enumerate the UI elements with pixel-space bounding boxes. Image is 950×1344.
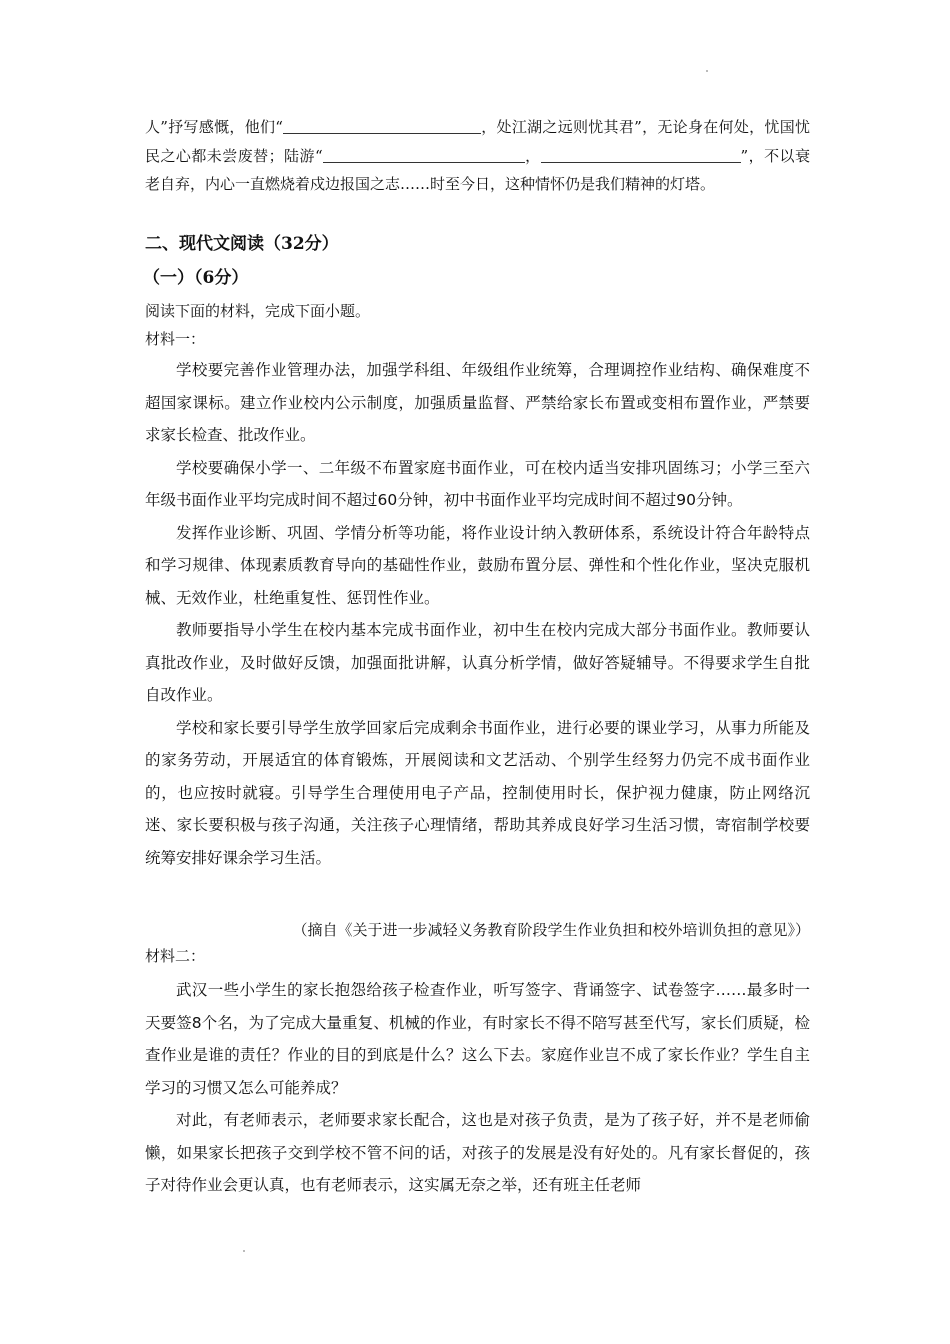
material-2-body <box>145 974 810 1202</box>
subsection-heading: （一）（6分） <box>143 268 249 288</box>
intro-paragraph <box>145 113 810 199</box>
intro-text-1: 人”抒写感慨，他们“ <box>145 118 283 136</box>
material-2-paragraph: 对此，有老师表示，老师要求家长配合，这也是对孩子负责，是为了孩子好，并不是老师偷懒，如果家长把孩子交到学校不管不问的话，对孩子的发展是没有好处的。凡有家长督促的，孩子对待作业会更认真，也有老师表示，这实属无奈之举，还有班主任老师 <box>145 1111 810 1194</box>
material-1-body <box>145 354 810 874</box>
intro-text-4: ”，不以衰老自弃，内心一直燃烧着戍边报国之志……时至今日，这种情怀仍是我们精神的灯塔。 <box>145 146 810 193</box>
intro-text-3: ， <box>524 146 541 165</box>
intro-text-2: ，处江湖之远则忧其君”，无论身在何处，忧国忧民之心都未尝废替；陆游“ <box>145 118 810 165</box>
instruction-text: 阅读下面的材料，完成下面小题。 <box>145 302 371 320</box>
section-heading: 二、现代文阅读（32分） <box>145 234 339 254</box>
material-2-label: 材料二： <box>145 947 206 965</box>
fill-in-blank-3-cont[interactable] <box>701 147 741 163</box>
material-1-paragraph: 学校要完善作业管理办法，加强学科组、年级组作业统筹，合理调控作业结构、确保难度不超国家课标。建立作业校内公示制度，加强质量监督、严禁给家长布置或变相布置作业，严禁要求家长检查、批改作业。 <box>145 361 810 444</box>
source-citation: （摘自《关于进一步减轻义务教育阶段学生作业负担和校外培训负担的意见》） <box>292 921 810 939</box>
material-1-paragraph: 教师要指导小学生在校内基本完成书面作业，初中生在校内完成大部分书面作业。教师要认真批改作业，及时做好反馈，加强面批讲解，认真分析学情，做好答疑辅导。不得要求学生自批自改作业。 <box>145 621 810 704</box>
scan-speck <box>243 1250 245 1252</box>
scan-speck <box>706 70 708 72</box>
fill-in-blank-2[interactable] <box>323 147 525 163</box>
material-1-paragraph: 学校和家长要引导学生放学回家后完成剩余书面作业，进行必要的课业学习，从事力所能及的家务劳动，开展适宜的体育锻炼，开展阅读和文艺活动、个别学生经努力仍完不成书面作业的，也应按时就寝。引导学生合理使用电子产品，控制使用时长，保护视力健康，防止网络沉迷、家长要积极与孩子沟通，关注孩子心理情绪，帮助其养成良好学习生活习惯，寄宿制学校要统筹安排好课余学习生活。 <box>145 718 810 867</box>
fill-in-blank-1[interactable] <box>283 118 481 134</box>
fill-in-blank-3[interactable] <box>541 147 701 163</box>
material-1-paragraph: 学校要确保小学一、二年级不布置家庭书面作业，可在校内适当安排巩固练习；小学三至六年级书面作业平均完成时间不超过60分钟，初中书面作业平均完成时间不超过90分钟。 <box>145 458 810 509</box>
material-1-paragraph: 发挥作业诊断、巩固、学情分析等功能，将作业设计纳入教研体系，系统设计符合年龄特点和学习规律、体现素质教育导向的基础性作业，鼓励布置分层、弹性和个性化作业，坚决克服机械、无效作业，杜绝重复性、惩罚性作业。 <box>145 523 810 607</box>
material-1-label: 材料一： <box>145 330 206 348</box>
material-2-paragraph: 武汉一些小学生的家长抱怨给孩子检查作业，听写签字、背诵签字、试卷签字……最多时一天要签8个名，为了完成大量重复、机械的作业，有时家长不得不陪写甚至代写，家长们质疑，检查作业是谁的责任？作业的目的到底是什么？这么下去。家庭作业岂不成了家长作业？学生自主学习的习惯又怎么可能养成？ <box>145 981 810 1097</box>
